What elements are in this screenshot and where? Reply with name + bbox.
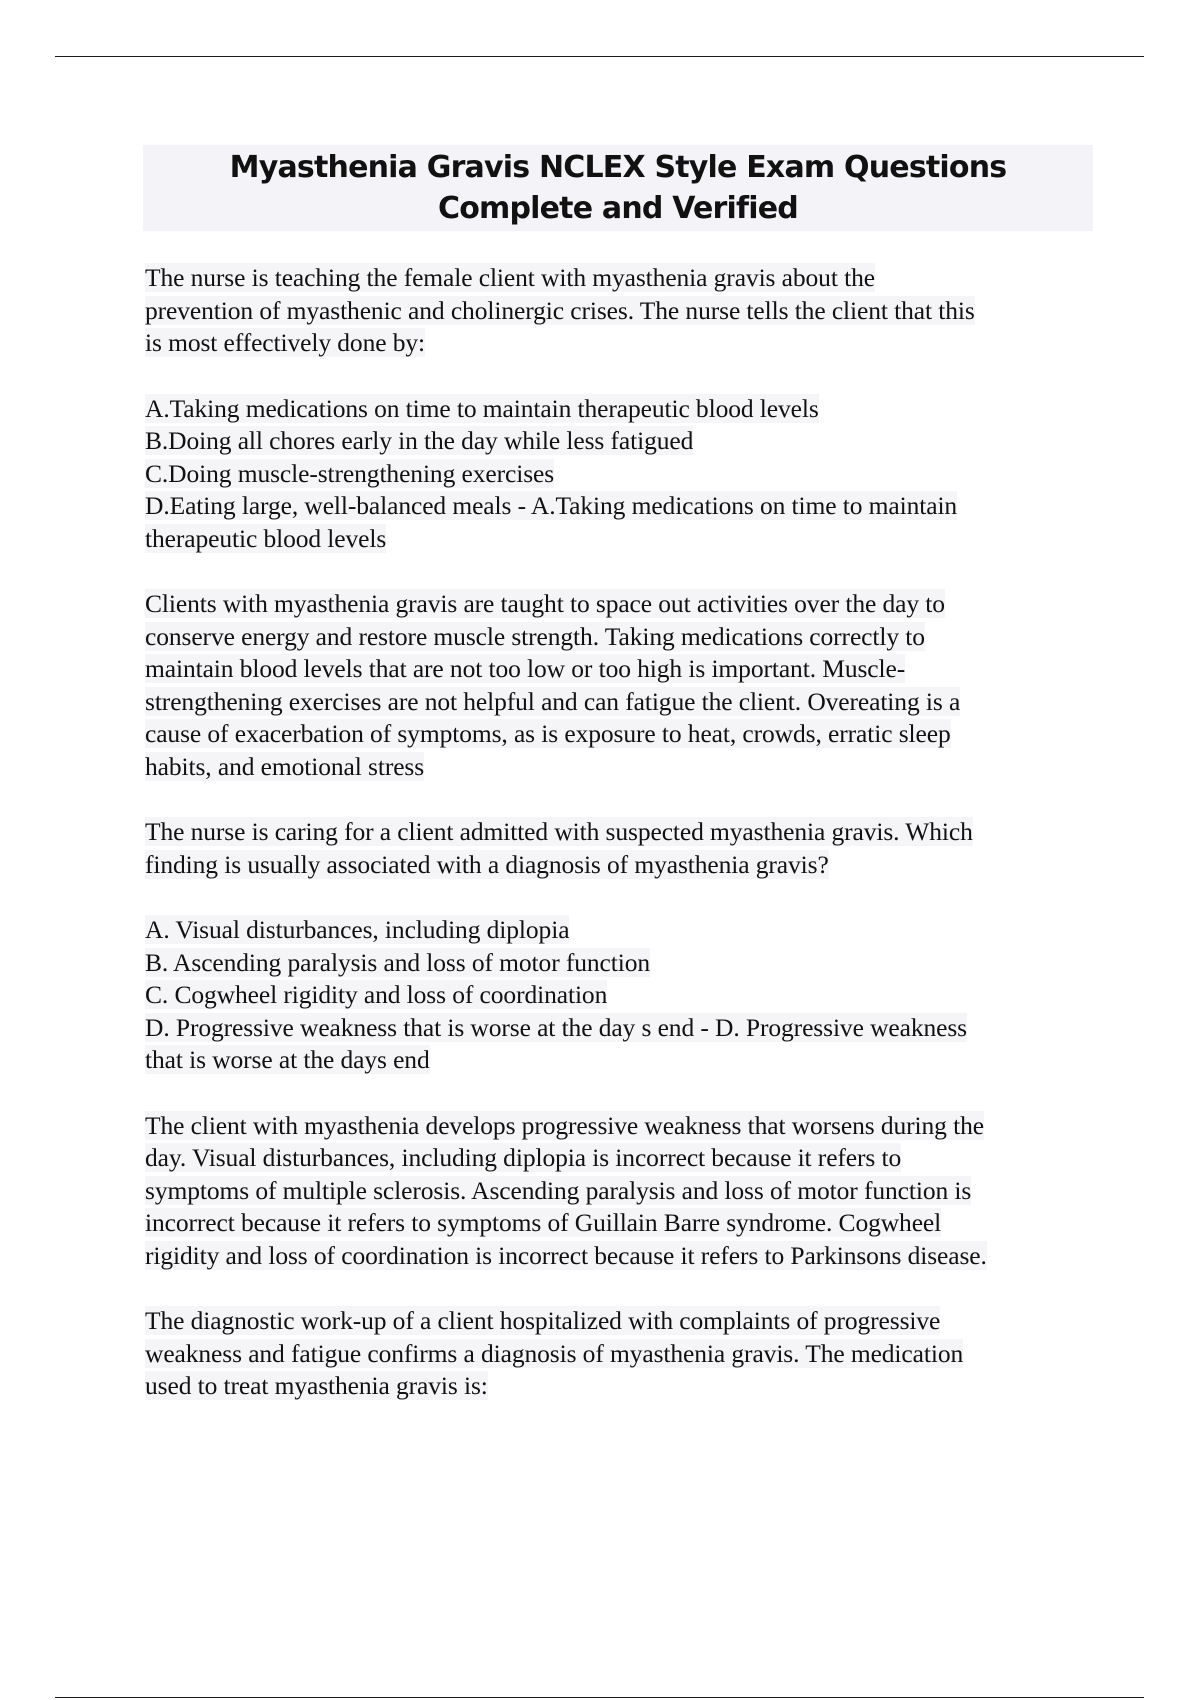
- option-line: C.Doing muscle-strengthening exercises: [145, 458, 555, 488]
- text-line: symptoms of multiple sclerosis. Ascending paralysis and loss of motor function is: [145, 1175, 972, 1205]
- document-title: [143, 145, 1093, 231]
- option-line: B.Doing all chores early in the day while less fatigued: [145, 426, 694, 455]
- text-line: is most effectively done by:: [145, 328, 426, 357]
- question-3-stem: [145, 1305, 1095, 1403]
- question-1-rationale: [145, 588, 1095, 783]
- document-body: [145, 262, 1095, 1436]
- text-line: rigidity and loss of coordination is incorrect because it refers to Parkinsons disease.: [145, 1240, 987, 1270]
- title-line: Myasthenia Gravis NCLEX Style Exam Questions: [229, 150, 1007, 185]
- question-2-rationale: [145, 1110, 1095, 1273]
- option-line: A. Visual disturbances, including diplopia: [145, 915, 570, 944]
- option-line: A.Taking medications on time to maintain therapeutic blood levels: [145, 393, 819, 423]
- text-line: The nurse is caring for a client admitted with suspected myasthenia gravis. Which: [145, 817, 973, 846]
- text-line: incorrect because it refers to symptoms of Guillain Barre syndrome. Cogwheel: [145, 1208, 942, 1237]
- text-line: finding is usually associated with a diagnosis of myasthenia gravis?: [145, 849, 829, 879]
- option-line: C. Cogwheel rigidity and loss of coordination: [145, 980, 608, 1009]
- header-rule: [55, 56, 1144, 57]
- option-line: D.Eating large, well-balanced meals - A.Taking medications on time to maintain: [145, 491, 958, 520]
- text-line: weakness and fatigue confirms a diagnosis of myasthenia gravis. The medication: [145, 1338, 964, 1368]
- question-1-options: [145, 393, 1095, 556]
- text-line: The nurse is teaching the female client with myasthenia gravis about the: [145, 263, 875, 292]
- footer-rule: [55, 1697, 1144, 1698]
- title-line: Complete and Verified: [437, 191, 798, 226]
- text-line: The client with myasthenia develops progressive weakness that worsens during the: [145, 1110, 984, 1140]
- option-line: therapeutic blood levels: [145, 523, 387, 553]
- text-line: strengthening exercises are not helpful and can fatigue the client. Overeating is a: [145, 686, 961, 716]
- question-2-stem: [145, 816, 1095, 881]
- text-line: cause of exacerbation of symptoms, as is exposure to heat, crowds, erratic sleep: [145, 719, 951, 748]
- option-line: B. Ascending paralysis and loss of motor function: [145, 947, 651, 977]
- question-2-options: [145, 914, 1095, 1077]
- text-line: conserve energy and restore muscle strength. Taking medications correctly to: [145, 621, 925, 651]
- text-line: prevention of myasthenic and cholinergic crises. The nurse tells the client that this: [145, 295, 975, 325]
- option-line: that is worse at the days end: [145, 1045, 430, 1074]
- question-1-stem: [145, 262, 1095, 360]
- text-line: habits, and emotional stress: [145, 751, 425, 781]
- text-line: day. Visual disturbances, including diplopia is incorrect because it refers to: [145, 1143, 902, 1172]
- text-line: Clients with myasthenia gravis are taught to space out activities over the day to: [145, 589, 945, 618]
- text-line: used to treat myasthenia gravis is:: [145, 1371, 488, 1400]
- text-line: The diagnostic work-up of a client hospitalized with complaints of progressive: [145, 1306, 941, 1335]
- option-line: D. Progressive weakness that is worse at the day s end - D. Progressive weakness: [145, 1012, 967, 1042]
- text-line: maintain blood levels that are not too low or too high is important. Muscle-: [145, 654, 906, 683]
